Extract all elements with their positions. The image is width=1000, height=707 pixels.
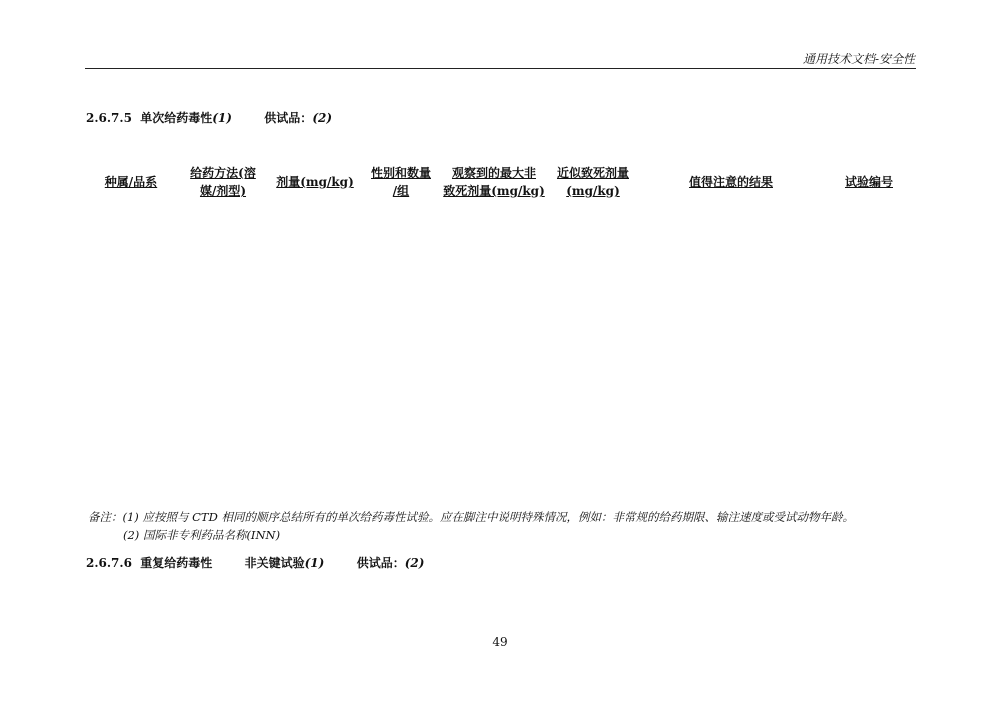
column-header-dose: 剂量(mg/kg) xyxy=(276,175,354,189)
section-2-6-7-6-heading xyxy=(86,554,424,571)
column-header-study-number: 试验编号 xyxy=(844,175,893,189)
supply-note: (2) xyxy=(404,556,425,570)
header-rule xyxy=(85,68,916,69)
section-subtitle-note: (1) xyxy=(304,556,325,570)
supply-label: 供试品： xyxy=(356,556,405,570)
section-2-6-7-5-heading xyxy=(86,109,332,126)
section-title: 重复给药毒性 xyxy=(140,556,213,570)
page-number: 49 xyxy=(492,635,508,649)
footnote-line-1: 备注：(1) 应按照与 CTD 相同的顺序总结所有的单次给药毒性试验。应在脚注中说明特殊情况，例如：非常规的给药期限、输注速度或受试动物年龄。 xyxy=(88,510,854,524)
table-header-row xyxy=(86,164,916,200)
column-header-max-nonlethal-dose: 观察到的最大非 致死剂量(mg/kg) xyxy=(443,166,545,198)
column-header-route: 给药方法(溶 媒/剂型) xyxy=(190,166,256,198)
column-header-approx-lethal-dose: 近似致死剂量 (mg/kg) xyxy=(556,166,629,198)
footnote xyxy=(88,508,854,544)
running-header: 通用技术文档-安全性 xyxy=(802,52,915,66)
footnote-line-2: (2) 国际非专利药品名称(INN) xyxy=(123,528,281,542)
supply-label: 供试品： xyxy=(264,111,313,125)
section-number: 2.6.7.5 xyxy=(86,111,132,125)
supply-note: (2) xyxy=(312,111,333,125)
section-subtitle: 非关键试验 xyxy=(244,556,305,570)
column-header-sex-number: 性别和数量 /组 xyxy=(370,166,431,198)
column-header-species: 种属/品系 xyxy=(104,175,158,189)
column-header-notable-findings: 值得注意的结果 xyxy=(688,175,773,189)
section-title: 单次给药毒性 xyxy=(140,111,213,125)
section-number: 2.6.7.6 xyxy=(86,556,132,570)
section-title-note: (1) xyxy=(212,111,232,125)
